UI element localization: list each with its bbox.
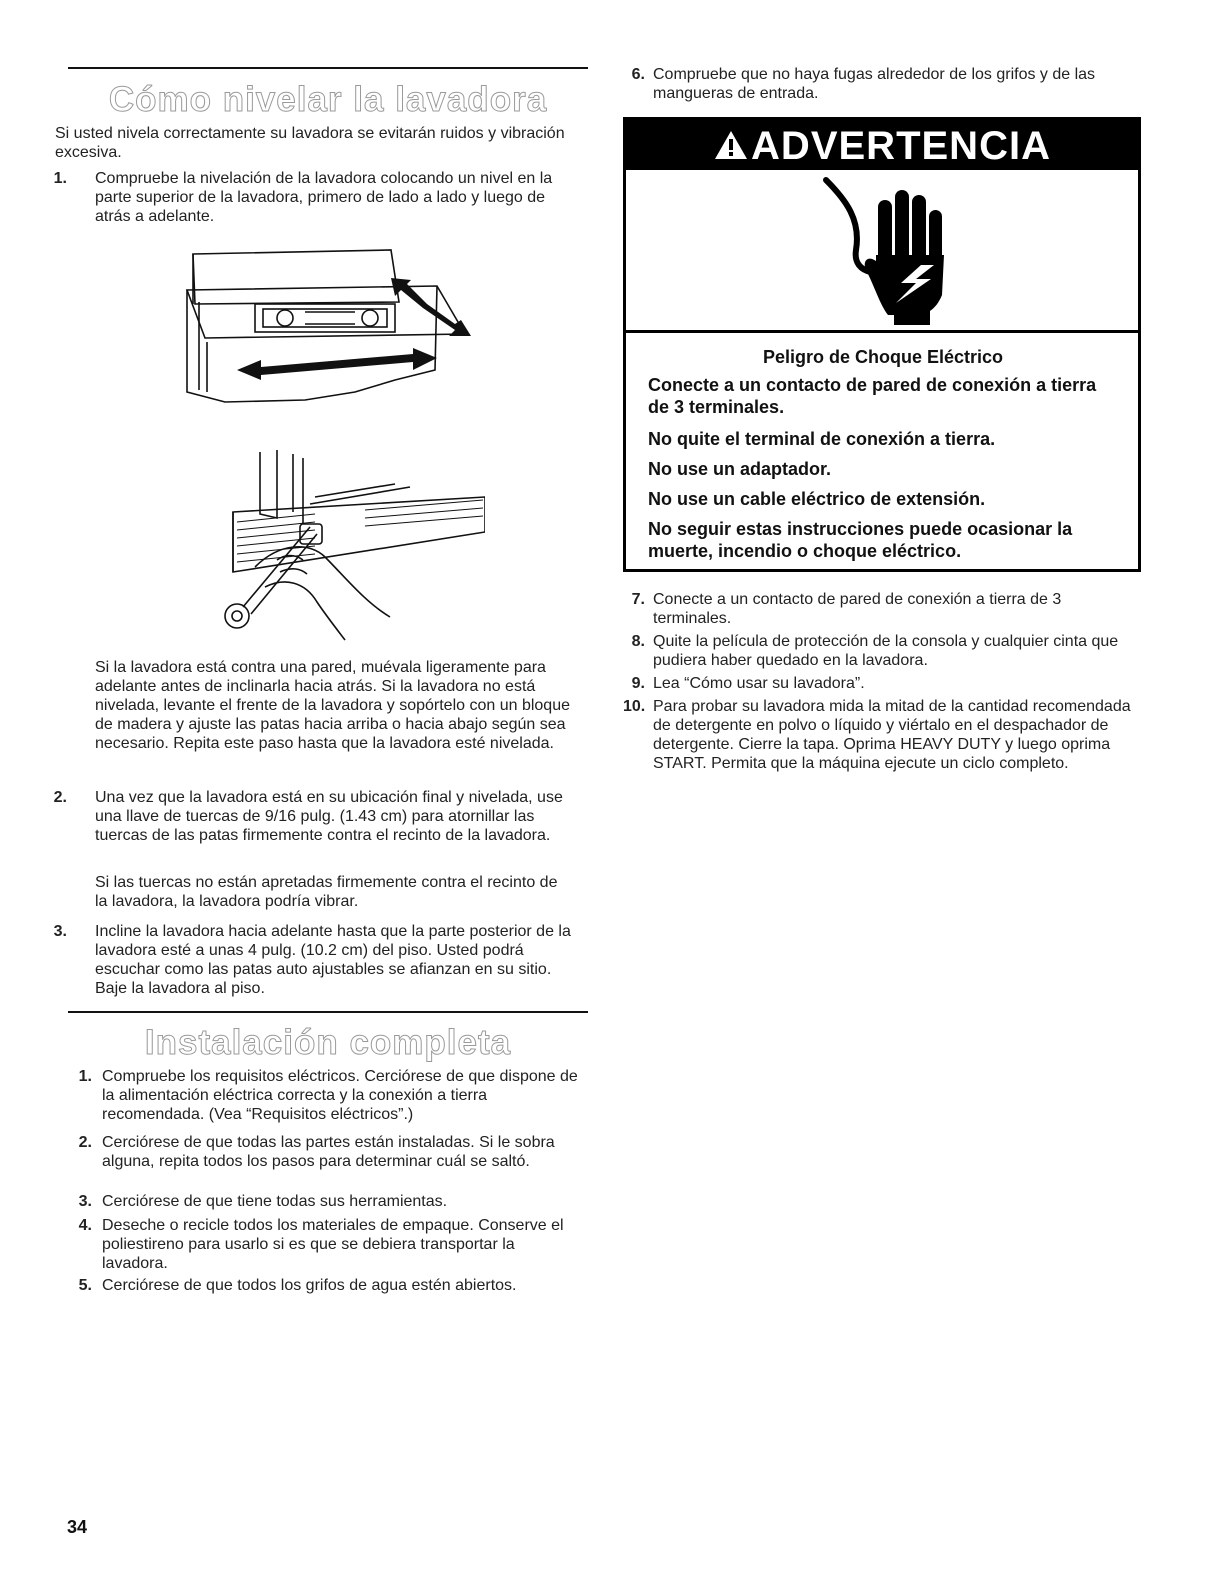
section-rule-top <box>68 67 588 69</box>
warning-box <box>623 117 1141 572</box>
warning-line-3: No use un adaptador. <box>648 459 832 479</box>
step-1-followup: Si la lavadora está contra una pared, muévala ligeramente para adelante antes de inclinarla hacia atrás. Si la lavadora no está nivelada, levante el frente de la lavadora y sopórtelo con un bloque de madera y ajuste las patas hacia arriba o hacia abajo según sea necesario. Repita este paso hasta que la lavadora esté nivelada. <box>95 659 570 752</box>
warning-heading: Peligro de Choque Eléctrico <box>762 347 1004 367</box>
step-number: 8. <box>631 633 645 650</box>
step-number: 6. <box>631 66 645 83</box>
step-text: Compruebe la nivelación de la lavadora colocando un nivel en la parte superior de la lavadora, primero de lado a lado y luego de atrás a adelante. <box>95 170 553 225</box>
step-number: 2. <box>53 789 67 806</box>
warning-header <box>626 120 1138 170</box>
step-number: 1. <box>53 170 67 187</box>
step-number: 1. <box>78 1068 92 1085</box>
step-2-followup: Si las tuercas no están apretadas firmemente contra el recinto de la lavadora, la lavadora podría vibrar. <box>95 874 558 910</box>
warning-divider <box>626 330 1138 333</box>
warning-line-2: No quite el terminal de conexión a tierra. <box>648 429 996 449</box>
step-text: Cerciórese de que todas las partes están instaladas. Si le sobra alguna, repita todos los pasos para determinar cuál se saltó. <box>102 1134 555 1170</box>
step-text: Compruebe que no haya fugas alrededor de los grifos y de las mangueras de entrada. <box>653 66 1096 102</box>
section-title-leveling: Cómo nivelar la lavadora <box>108 80 548 119</box>
step-number: 10. <box>623 698 646 715</box>
electric-shock-hand-icon <box>816 175 956 325</box>
washer-leveling-illustration <box>185 242 485 647</box>
step-number: 9. <box>631 675 645 692</box>
step-number: 3. <box>53 923 67 940</box>
step-text: Cerciórese de que todos los grifos de agua estén abiertos. <box>102 1277 517 1294</box>
step-text: Una vez que la lavadora está en su ubicación final y nivelada, use una llave de tuercas de 9/16 pulg. (1.43 cm) para atornillar las tuercas de las patas firmemente contra el recinto de la lavadora. <box>95 789 563 844</box>
warning-line-4: No use un cable eléctrico de extensión. <box>648 489 986 509</box>
step-text: Conecte a un contacto de pared de conexión a tierra de 3 terminales. <box>653 591 1062 627</box>
intro-paragraph: Si usted nivela correctamente su lavadora se evitarán ruidos y vibración excesiva. <box>55 125 565 161</box>
warning-line-1: Conecte a un contacto de pared de conexión a tierra de 3 terminales. <box>648 375 1097 417</box>
step-number: 7. <box>631 591 645 608</box>
warning-line-5: No seguir estas instrucciones puede ocasionar la muerte, incendio o choque eléctrico. <box>648 519 1073 561</box>
step-number: 5. <box>78 1277 92 1294</box>
step-text: Deseche o recicle todos los materiales de empaque. Conserve el poliestireno para usarlo si es que se debiera transportar la lavadora. <box>102 1217 564 1272</box>
warning-header-text: ADVERTENCIA <box>751 124 1051 168</box>
section-title-complete-installation: Instalación completa <box>144 1023 512 1062</box>
step-number: 4. <box>78 1217 92 1234</box>
step-text: Para probar su lavadora mida la mitad de la cantidad recomendada de detergente en polvo o líquido y viértalo en el despachador de detergente. Cierre la tapa. Oprima HEAVY DUTY y luego oprima START. Permita que la máquina ejecute un ciclo completo. <box>653 698 1131 772</box>
step-text: Quite la película de protección de la consola y cualquier cinta que pudiera haber quedado en la lavadora. <box>653 633 1119 669</box>
warning-triangle-icon <box>713 122 749 174</box>
step-number: 2. <box>78 1134 92 1151</box>
step-text: Lea “Cómo usar su lavadora”. <box>653 675 865 692</box>
step-text: Compruebe los requisitos eléctricos. Cerciórese de que dispone de la alimentación eléctrica correcta y la conexión a tierra recomendada. (Vea “Requisitos eléctricos”.) <box>102 1068 578 1123</box>
step-number: 3. <box>78 1193 92 1210</box>
page-number: 34 <box>67 1517 88 1537</box>
section-rule-middle <box>68 1011 588 1013</box>
step-text: Incline la lavadora hacia adelante hasta que la parte posterior de la lavadora esté a unas 4 pulg. (10.2 cm) del piso. Usted podrá escuchar como las patas auto ajustables se afianzan en su sitio. Baje la lavadora al piso. <box>95 923 571 997</box>
step-text: Cerciórese de que tiene todas sus herramientas. <box>102 1193 448 1210</box>
